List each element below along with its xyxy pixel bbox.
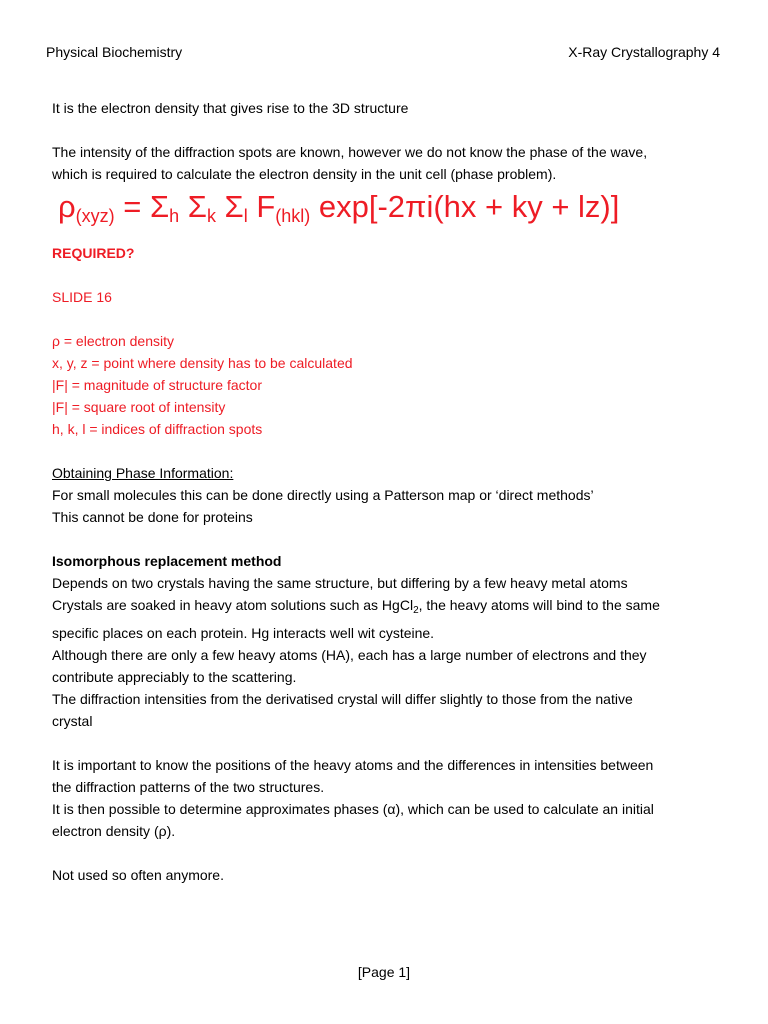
header-section-title: X-Ray Crystallography 4 (568, 44, 720, 60)
definition-item: |F| = square root of intensity (52, 399, 226, 415)
hgcl2-subscript: 2 (413, 605, 419, 616)
isomorphous-line: crystal (52, 713, 93, 729)
formula-sub-k: k (206, 206, 216, 226)
phase-heading: Obtaining Phase Information: (52, 465, 234, 481)
formula-sum-h: = Σ (114, 189, 170, 224)
isomorphous-heading: Isomorphous replacement method (52, 553, 282, 569)
isomorphous-line: The diffraction intensities from the derivatised crystal will differ slightly to those from the native (52, 691, 633, 707)
intro-line: which is required to calculate the electron density in the unit cell (phase problem). (52, 166, 557, 182)
formula-rho: ρ (58, 189, 76, 224)
definition-item: x, y, z = point where density has to be calculated (52, 355, 353, 371)
isomorphous-line: specific places on each protein. Hg interacts well wit cysteine. (52, 625, 435, 641)
phase-line: This cannot be done for proteins (52, 509, 253, 525)
isomorphous-line (52, 594, 742, 622)
required-note: REQUIRED? (52, 245, 135, 261)
formula-sub-hkl: (hkl) (275, 206, 311, 226)
intro-line: It is the electron density that gives rise to the 3D structure (52, 100, 409, 116)
page-number: [Page 1] (357, 964, 411, 980)
isomorphous-text: Crystals are soaked in heavy atom solutions such as HgCl (52, 597, 414, 613)
conclusion-line: electron density (ρ). (52, 823, 176, 839)
intro-line: The intensity of the diffraction spots are known, however we do not know the phase of the wave, (52, 144, 648, 160)
page-body (52, 97, 742, 886)
formula-sub-l: l (243, 206, 248, 226)
isomorphous-line: contribute appreciably to the scattering. (52, 669, 297, 685)
phase-line: For small molecules this can be done directly using a Patterson map or ‘direct methods’ (52, 487, 594, 503)
formula-sum-k: Σ (179, 189, 207, 224)
formula-sub-h: h (169, 206, 180, 226)
formula-exponential: exp[-2πi(hx + ky + lz)] (310, 189, 620, 224)
definition-item: ρ = electron density (52, 333, 174, 349)
conclusion-line: Not used so often anymore. (52, 867, 224, 883)
formula-sub-xyz: (xyz) (75, 206, 115, 226)
header-course-title: Physical Biochemistry (46, 44, 183, 60)
formula-sum-l: Σ (215, 189, 244, 224)
formula-structure-factor: F (247, 189, 276, 224)
slide-reference: SLIDE 16 (52, 289, 112, 305)
conclusion-line: It is then possible to determine approximates phases (α), which can be used to calculate an initial (52, 801, 654, 817)
isomorphous-line: Depends on two crystals having the same structure, but differing by a few heavy metal atoms (52, 575, 628, 591)
isomorphous-line: Although there are only a few heavy atoms (HA), each has a large number of electrons and they (52, 647, 647, 663)
isomorphous-text: , the heavy atoms will bind to the same (418, 597, 660, 613)
definition-item: h, k, l = indices of diffraction spots (52, 421, 263, 437)
electron-density-formula (58, 187, 742, 236)
conclusion-line: It is important to know the positions of the heavy atoms and the differences in intensities between (52, 757, 654, 773)
conclusion-line: the diffraction patterns of the two structures. (52, 779, 325, 795)
definition-item: |F| = magnitude of structure factor (52, 377, 262, 393)
